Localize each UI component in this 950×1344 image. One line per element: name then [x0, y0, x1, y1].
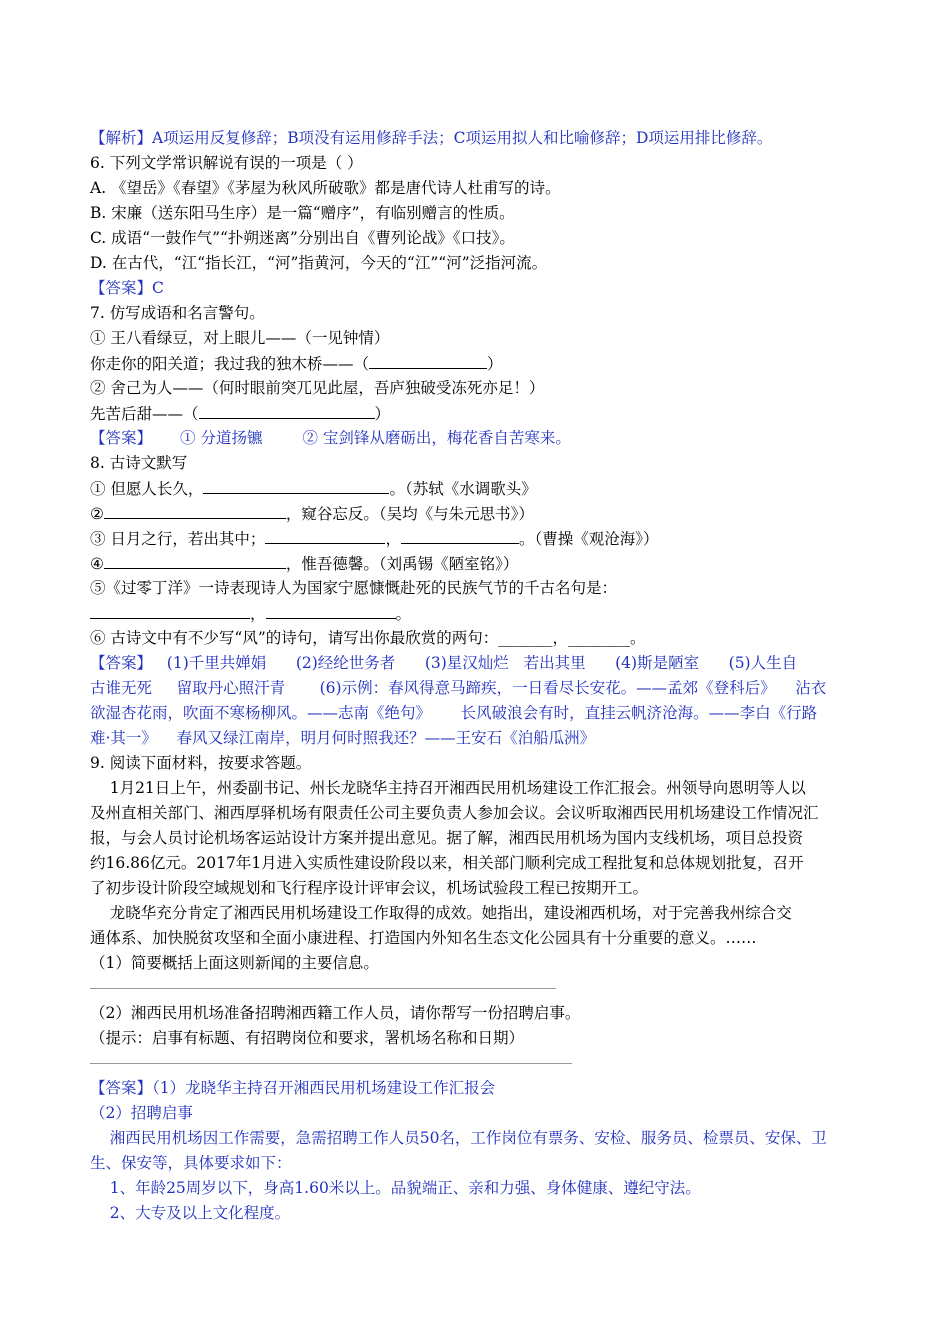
answer-blank[interactable] — [369, 353, 487, 369]
passage-p1-line-1: 1月21日上午，州委副书记、州长龙晓华主持召开湘西民用机场建设工作汇报会。州领导向恩明等人以 — [90, 779, 806, 797]
q8-item-5: ⑤《过零丁洋》一诗表现诗人为国家宁愿慷慨赴死的民族气节的千古名句是： — [90, 579, 618, 597]
answer-6 — [90, 278, 164, 298]
sub-question-1: （1）简要概括上面这则新闻的主要信息。 — [90, 954, 379, 972]
answer-value: （1）龙晓华主持召开湘西民用机场建设工作汇报会 — [152, 1079, 496, 1097]
passage-p2-line-2: 通体系、加快脱贫攻坚和全面小康进程、打造国内外知名生态文化公园具有十分重要的意义。…… — [90, 929, 757, 947]
answer-blank[interactable] — [266, 603, 396, 619]
q7-close-2: ） — [374, 405, 391, 423]
answer-line[interactable] — [90, 988, 556, 989]
option-c: C. 成语“一鼓作气”“扑朔迷离”分别出自《曹列论战》《口技》。 — [90, 229, 515, 247]
option-d: D. 在古代，“江“指长江，“河”指黄河，今天的“江”“河”泛指河流。 — [90, 254, 548, 272]
q8-item-2 — [90, 503, 534, 524]
answer-tag: 【答案】 — [90, 279, 153, 297]
answer-blank[interactable] — [104, 553, 286, 569]
q8-item-5-comma: ， — [250, 605, 266, 623]
q8-item-1-source: 。（苏轼《水调歌头》 — [389, 480, 537, 498]
answer-9-req-1: 1、年龄25周岁以下，身高1.60米以上。品貌端正、亲和力强、身体健康、遵纪守法。 — [90, 1179, 701, 1197]
q8-item-5-blanks — [90, 603, 411, 624]
answer-blank[interactable] — [104, 503, 286, 519]
q8-item-1 — [90, 478, 537, 499]
passage-p1-line-2: 及州直相关部门、湘西厚驿机场有限责任公司主要负责人参加会议。会议听取湘西民用机场建设工作情况汇 — [90, 804, 819, 822]
question-8: 8. 古诗文默写 — [90, 454, 188, 472]
answer-blank[interactable] — [199, 403, 375, 419]
sub-question-2-hint: （提示：启事有标题、有招聘岗位和要求，署机场名称和日期） — [90, 1029, 525, 1047]
answer-blank[interactable] — [90, 603, 250, 619]
answer-blank[interactable] — [265, 528, 385, 544]
q7-blank-1 — [90, 353, 503, 374]
q8-item-3-comma: ， — [385, 530, 401, 548]
q8-item-6: ⑥ 古诗文中有不少写“风”的诗句，请写出你最欣赏的两句：_______，________。 — [90, 629, 646, 647]
q8-item-4-source: ，惟吾德馨。（刘禹锡《陋室铭》） — [285, 555, 519, 573]
answer-value: (1)千里共婵娟 (2)经纶世务者 (3)星汉灿烂 若出其里 (4)斯是陋室 (5)人生自 — [152, 654, 798, 672]
q8-item-4 — [90, 553, 518, 574]
passage-p1-line-5: 了初步设计阶段空域规划和飞行程序设计评审会议，机场试验段工程已按期开工。 — [90, 879, 649, 897]
q8-item-3 — [90, 528, 658, 549]
question-9: 9. 阅读下面材料，按要求答题。 — [90, 754, 312, 772]
passage-p2-line-1: 龙晓华充分肯定了湘西民用机场建设工作取得的成效。她指出，建设湘西机场，对于完善我州综合交 — [90, 904, 792, 922]
q7-example-1: ① 王八看绿豆，对上眼儿——（一见钟情） — [90, 329, 390, 347]
q7-prompt-1: 你走你的阳关道；我过我的独木桥——（ — [90, 355, 370, 373]
answer-9-req-2: 2、大专及以上文化程度。 — [90, 1204, 291, 1222]
answer-9-body-1: 湘西民用机场因工作需要，急需招聘工作人员50名，工作岗位有票务、安检、服务员、检票员、安保、卫 — [90, 1129, 827, 1147]
answer-blank[interactable] — [203, 478, 389, 494]
answer-tag: 【答案】 — [90, 429, 153, 447]
answer-value-1: ① 分道扬镳 — [180, 429, 263, 447]
answer-9-body-2: 生、保安等，具体要求如下： — [90, 1154, 292, 1172]
q7-close-1: ） — [487, 355, 503, 373]
q7-example-2: ② 舍己为人——（何时眼前突兀见此屋，吾庐独破受冻死亦足！） — [90, 379, 545, 397]
question-6: 6. 下列文学常识解说有误的一项是（ ） — [90, 154, 363, 172]
q8-item-1-text: ① 但愿人长久， — [90, 480, 204, 498]
passage-p1-line-3: 报，与会人员讨论机场客运站设计方案并提出意见。据了解，湘西民用机场为国内支线机场，项目总投资 — [90, 829, 804, 847]
answer-9-1 — [90, 1078, 495, 1098]
analysis-line: 【解析】A项运用反复修辞；B项没有运用修辞手法；C项运用拟人和比喻修辞；D项运用排比修辞。 — [90, 129, 773, 147]
sub-question-2: （2）湘西民用机场准备招聘湘西籍工作人员，请你帮写一份招聘启事。 — [90, 1004, 581, 1022]
answer-8-line-1 — [90, 653, 797, 673]
answer-8-line-2: 古谁无死 留取丹心照汗青 (6)示例：春风得意马蹄疾，一日看尽长安花。——孟郊《登科后》 沾衣 — [90, 679, 827, 697]
option-b: B. 宋廉（送东阳马生序）是一篇“赠序”，有临别赠言的性质。 — [90, 204, 515, 222]
answer-line[interactable] — [90, 1063, 572, 1064]
question-7: 7. 仿写成语和名言警句。 — [90, 304, 265, 322]
q7-prompt-2: 先苦后甜——（ — [90, 405, 199, 423]
answer-7 — [90, 428, 571, 448]
answer-tag: 【答案】 — [90, 654, 153, 672]
q8-item-2-num: ② — [90, 505, 104, 523]
q8-item-3-text: ③ 日月之行，若出其中； — [90, 530, 266, 548]
q8-item-4-num: ④ — [90, 555, 104, 573]
q8-item-3-source: 。（曹操《观沧海》） — [518, 530, 659, 548]
answer-value: C — [152, 279, 164, 297]
answer-8-line-4: 难·其一》 春风又绿江南岸，明月何时照我还？——王安石《泊船瓜洲》 — [90, 729, 596, 747]
answer-blank[interactable] — [401, 528, 519, 544]
answer-9-2: （2）招聘启事 — [90, 1104, 193, 1122]
q8-item-2-source: ，窥谷忘反。（吴均《与朱元思书》） — [285, 505, 534, 523]
answer-8-line-3: 欲湿杏花雨，吹面不寒杨柳风。——志南《绝句》 长风破浪会有时，直挂云帆济沧海。——李白《行路 — [90, 704, 818, 722]
answer-value-2: ② 宝剑锋从磨砺出，梅花香自苦寒来。 — [302, 429, 571, 447]
q7-blank-2 — [90, 403, 390, 424]
passage-p1-line-4: 约16.86亿元。2017年1月进入实质性建设阶段以来，相关部门顺利完成工程批复和总体规划批复，召开 — [90, 854, 804, 872]
answer-tag: 【答案】 — [90, 1079, 153, 1097]
option-a: A. 《望岳》《春望》《茅屋为秋风所破歌》都是唐代诗人杜甫写的诗。 — [90, 179, 561, 197]
q8-item-5-period: 。 — [395, 605, 412, 623]
